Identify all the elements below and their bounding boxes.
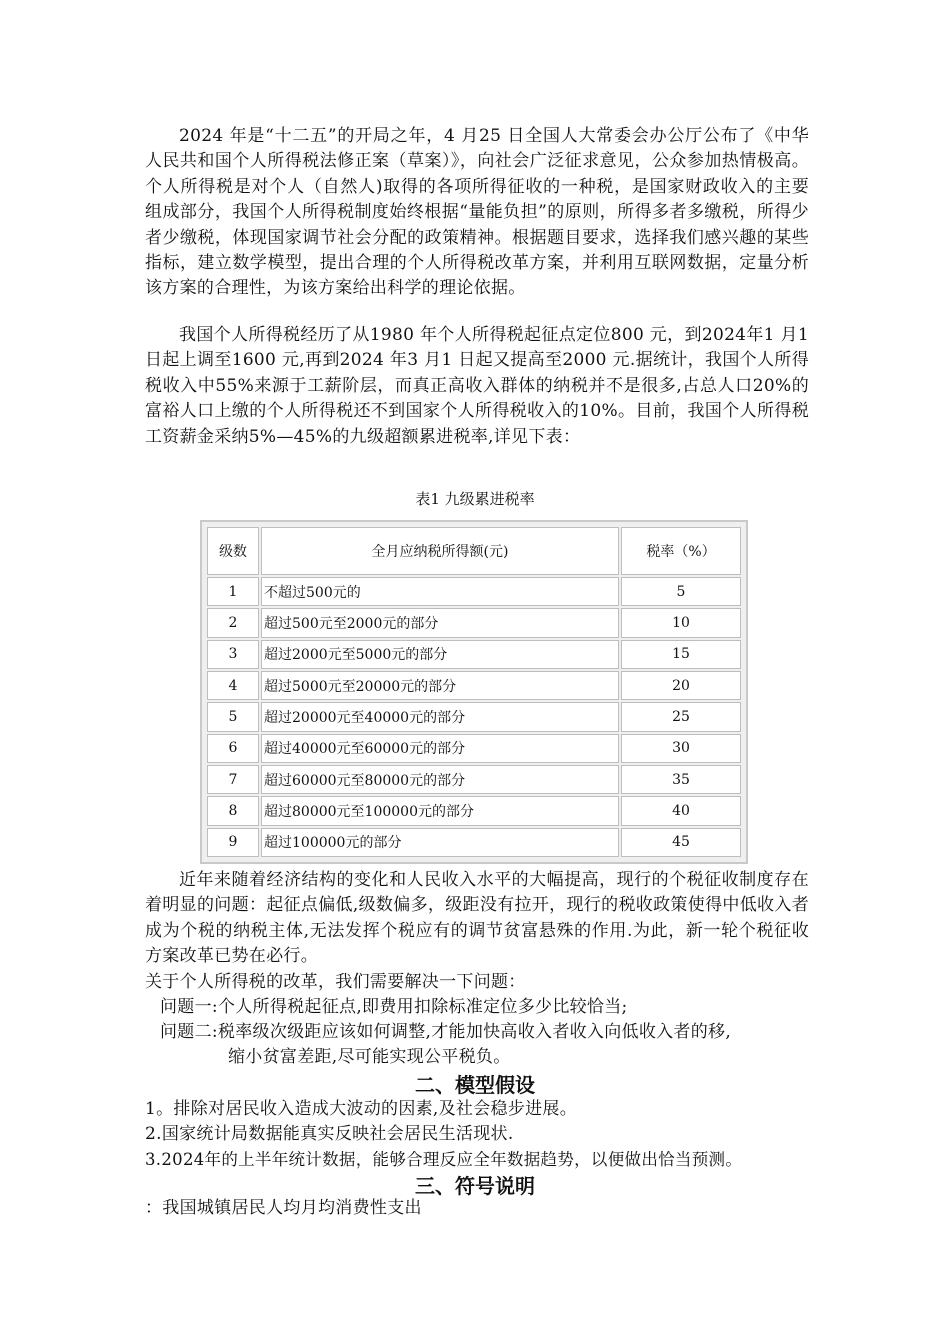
- cell-level: 6: [207, 734, 259, 763]
- cell-level: 9: [207, 828, 259, 857]
- cell-tax-rate: 35: [621, 765, 741, 794]
- cell-income-range: 超过20000元至40000元的部分: [261, 702, 619, 731]
- cell-tax-rate: 30: [621, 734, 741, 763]
- reform-intro: 关于个人所得税的改革，我们需要解决一下问题：: [145, 972, 526, 992]
- cell-level: 4: [207, 671, 259, 700]
- table-caption: 表1 九级累进税率: [415, 490, 535, 508]
- question-2-line-1: 问题二:税率级次级距应该如何调整,才能加快高收入者收入向低收入者的移,: [160, 1022, 732, 1042]
- cell-level: 5: [207, 702, 259, 731]
- intro-paragraph-1: 2024 年是“十二五”的开局之年，4 月25 日全国人大常委会办公厅公布了《中华人民共和国个人所得税法修正案（草案）》，向社会广泛征求意见，公众参加热情极高。个人所得税是对个人（自然人)取得的各项所得征收的一种税，是国家财政收入的主要组成部分，我国个人所得税制度始终根据“量能负担”的原则，所得多者多缴税，所得少者少缴税，体现国家调节社会分配的政策精神。根据题目要求，选择我们感兴趣的某些指标，建立数学模型，提出合理的个人所得税改革方案，并利用互联网数据，定量分析该方案的合理性，为该方案给出科学的理论依据。: [145, 126, 809, 299]
- table-row: [207, 608, 741, 637]
- table-header-row: [207, 527, 741, 575]
- cell-income-range: 超过40000元至60000元的部分: [261, 734, 619, 763]
- cell-tax-rate: 5: [621, 577, 741, 606]
- table-row: [207, 577, 741, 606]
- header-income-range: 全月应纳税所得额(元): [261, 527, 619, 575]
- cell-tax-rate: 45: [621, 828, 741, 857]
- table-row: [207, 765, 741, 794]
- table-row: [207, 828, 741, 857]
- cell-income-range: 超过80000元至100000元的部分: [261, 796, 619, 825]
- cell-level: 3: [207, 640, 259, 669]
- table-row: [207, 640, 741, 669]
- intro-paragraph-2: 我国个人所得税经历了从1980 年个人所得税起征点定位800 元，到2024年1 月1 日起上调至1600 元,再到2024 年3 月1 日起又提高至2000 元.据统计，我国个人所得税收入中55%来源于工薪阶层，而真正高收入群体的纳税并不是很多,占总人口20%的富裕人口上缴的个人所得税还不到国家个人所得税收入的10%。目前，我国个人所得税工资薪金采纳5%—45%的九级超额累进税率,详见下表：: [145, 325, 809, 447]
- cell-tax-rate: 10: [621, 608, 741, 637]
- table-row: [207, 734, 741, 763]
- cell-level: 2: [207, 608, 259, 637]
- cell-tax-rate: 15: [621, 640, 741, 669]
- cell-income-range: 超过100000元的部分: [261, 828, 619, 857]
- tax-rate-table: [205, 525, 743, 859]
- assumption-item: 1。排除对居民收入造成大波动的因素,及社会稳步进展。: [145, 1099, 578, 1119]
- cell-tax-rate: 40: [621, 796, 741, 825]
- cell-income-range: 超过2000元至5000元的部分: [261, 640, 619, 669]
- assumption-item: 3.2024年的上半年统计数据，能够合理反应全年数据趋势，以便做出恰当预测。: [145, 1150, 743, 1169]
- assumption-item: 2.国家统计局数据能真实反映社会居民生活现状.: [145, 1124, 514, 1144]
- cell-tax-rate: 25: [621, 702, 741, 731]
- section-heading-assumptions: 二、模型假设: [415, 1073, 535, 1097]
- cell-income-range: 超过5000元至20000元的部分: [261, 671, 619, 700]
- cell-income-range: 超过60000元至80000元的部分: [261, 765, 619, 794]
- symbol-definition: ：我国城镇居民人均月均消费性支出: [145, 1198, 422, 1218]
- cell-tax-rate: 20: [621, 671, 741, 700]
- table-row: [207, 671, 741, 700]
- section-heading-symbols: 三、符号说明: [415, 1174, 535, 1198]
- table-row: [207, 796, 741, 825]
- question-1: 问题一:个人所得税起征点,即费用扣除标准定位多少比较恰当;: [160, 997, 628, 1017]
- cell-income-range: 不超过500元的: [261, 577, 619, 606]
- cell-income-range: 超过500元至2000元的部分: [261, 608, 619, 637]
- cell-level: 1: [207, 577, 259, 606]
- cell-level: 7: [207, 765, 259, 794]
- problem-paragraph: 近年来随着经济结构的变化和人民收入水平的大幅提高，现行的个税征收制度存在着明显的问题：起征点偏低,级数偏多，级距没有拉开，现行的税收政策使得中低收入者成为个税的纳税主体,无法发挥个税应有的调节贫富悬殊的作用.为此，新一轮个税征收方案改革已势在必行。: [145, 870, 809, 967]
- table-row: [207, 702, 741, 731]
- tax-rate-table-frame: [200, 520, 748, 864]
- cell-level: 8: [207, 796, 259, 825]
- question-2-line-2: 缩小贫富差距,尽可能实现公平税负。: [228, 1047, 511, 1067]
- header-tax-rate: 税率（%）: [621, 527, 741, 575]
- header-level: 级数: [207, 527, 259, 575]
